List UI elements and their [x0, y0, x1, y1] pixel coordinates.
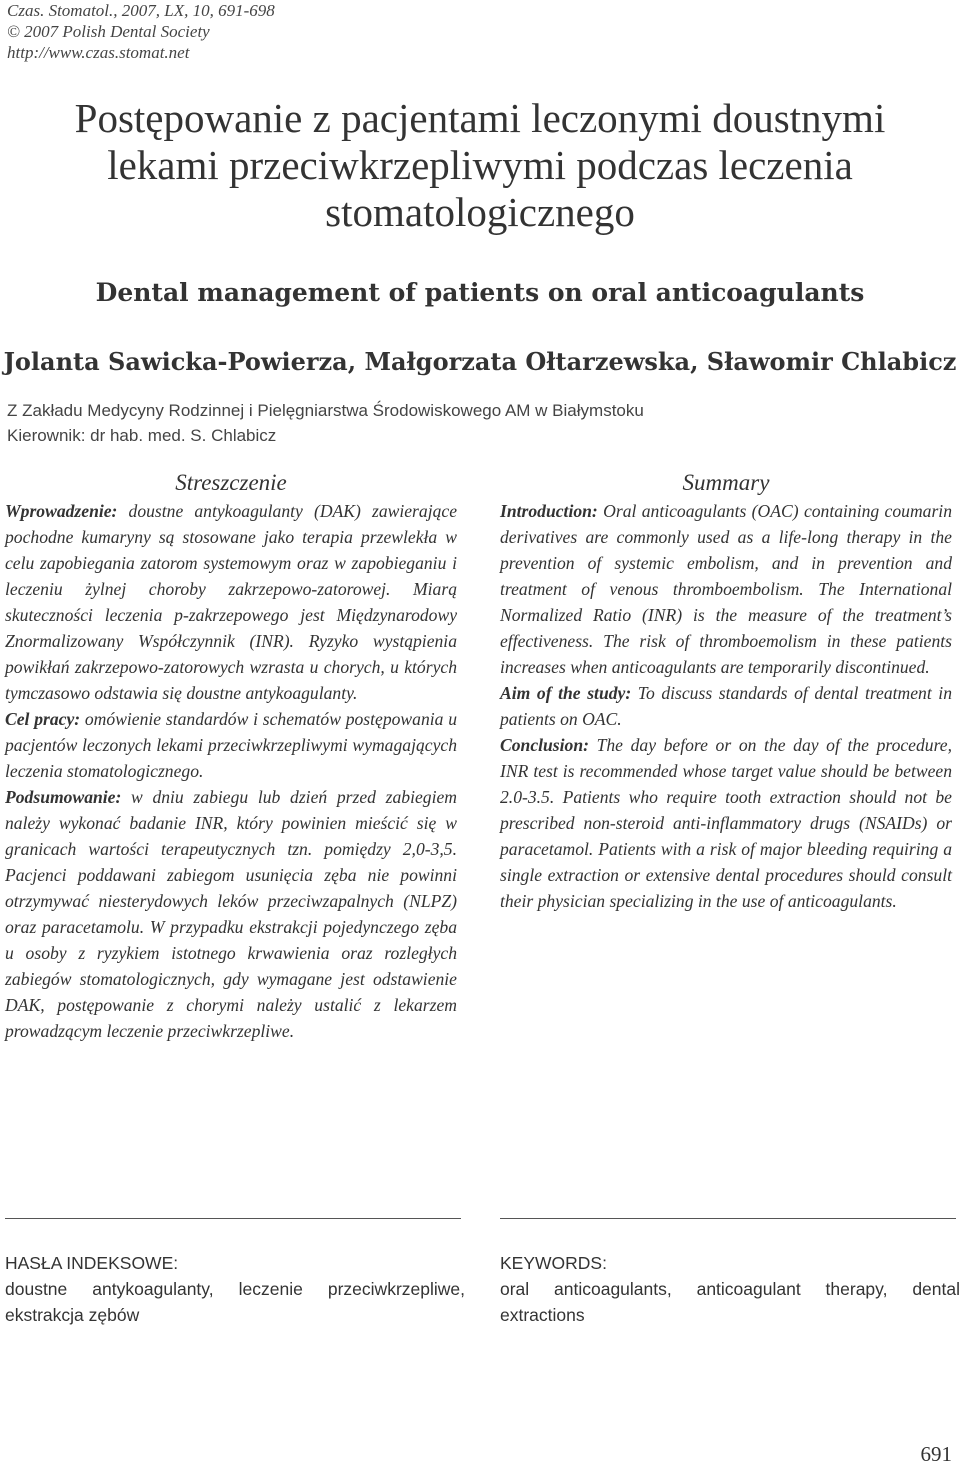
section-text: omówienie standardów i schematów postępowania u pacjentów leczonych lekami przeciwkrzepliwymi wymagających leczenia stomatologicznego.	[5, 709, 457, 781]
abstract-paragraph	[5, 784, 457, 1044]
section-text: To discuss standards of dental treatment in patients on OAC.	[500, 683, 952, 729]
section-text: w dniu zabiegu lub dzień przed zabiegiem należy wykonać badanie INR, który powinien mieścić się w granicach wartości terapeutycznych tzn. pomiędzy 2,0-3,5. Pacjenci poddawani zabiegom usunięcia zęba nie powinni otrzymywać niesterydowych leków przeciwzapalnych (NLPZ) oraz paracetamolu. W przypadku ekstrakcji pojedynczego zęba u osoby z ryzykiem istotnego krwawienia oraz rozległych zabiegów stomatologicznych, gdy wymagane jest odstawienie DAK, postępowanie z chorymi należy ustalić z lekarzem prowadzącym leczenie przeciwkrzepliwe.	[5, 787, 457, 1041]
abstract-heading: Summary	[682, 470, 770, 495]
keywords-polish	[5, 1250, 465, 1328]
section-label: Aim of the study:	[500, 683, 632, 703]
keywords-text: oral anticoagulants, anticoagulant therapy, dental extractions	[500, 1279, 960, 1325]
copyright-line: © 2007 Polish Dental Society	[7, 22, 210, 41]
abstract-polish	[5, 468, 457, 1044]
abstract-paragraph	[500, 732, 952, 914]
section-text: doustne antykoagulanty (DAK) zawierające pochodne kumaryny są stosowane jako terapia przewlekła w celu zapobiegania zatorom systemowym oraz w zapobieganiu i leczeniu żylnej choroby zakrzepowo-zatorowej. Miarą skuteczności leczenia p-zakrzepowego jest Międzynarodowy Znormalizowany Współczynnik (INR). Ryzyko wystąpienia powikłań zakrzepowo-zatorowych wzrasta u chorych, u których tymczasowo odstawia się doustne antykoagulanty.	[5, 501, 457, 703]
abstract-paragraph	[500, 498, 952, 680]
abstract-english	[500, 468, 952, 914]
abstract-paragraph	[500, 680, 952, 732]
abstract-paragraph	[5, 706, 457, 784]
citation-line: Czas. Stomatol., 2007, LX, 10, 691-698	[7, 1, 275, 20]
affiliation	[7, 398, 907, 448]
section-label: Podsumowanie:	[5, 787, 122, 807]
authors: Jolanta Sawicka-Powierza, Małgorzata Ołtarzewska, Sławomir Chlabicz	[3, 347, 957, 376]
divider	[5, 1218, 461, 1219]
title-english: Dental management of patients on oral anticoagulants	[95, 278, 865, 307]
section-label: Conclusion:	[500, 735, 589, 755]
title-polish	[0, 95, 960, 236]
section-text: The day before or on the day of the procedure, INR test is recommended whose target value should be between 2.0-3.5. Patients who require tooth extraction should not be prescribed non-steroid anti-inflammatory drugs (NSAIDs) or paracetamol. Patients with a risk of major bleeding requiring a single extraction or extensive dental procedures should consult their physician specializing in the use of anticoagulants.	[500, 735, 952, 911]
title-line: Postępowanie z pacjentami leczonymi doustnymi	[74, 95, 886, 141]
journal-url: http://www.czas.stomat.net	[7, 43, 190, 62]
keywords-text: doustne antykoagulanty, leczenie przeciwkrzepliwe, ekstrakcja zębów	[5, 1279, 465, 1325]
page-number: 691	[920, 1442, 952, 1466]
keywords-title: KEYWORDS:	[500, 1253, 607, 1273]
section-label: Wprowadzenie:	[5, 501, 118, 521]
section-label: Cel pracy:	[5, 709, 81, 729]
abstract-paragraph	[5, 498, 457, 706]
section-label: Introduction:	[500, 501, 598, 521]
divider	[500, 1218, 956, 1219]
title-line: lekami przeciwkrzepliwymi podczas leczenia	[107, 142, 853, 188]
affiliation-institution: Z Zakładu Medycyny Rodzinnej i Pielęgniarstwa Środowiskowego AM w Białymstoku	[7, 401, 644, 420]
abstract-heading: Streszczenie	[175, 470, 287, 495]
section-text: Oral anticoagulants (OAC) containing coumarin derivatives are commonly used as a life-long therapy in the prevention of systemic embolism, and in prevention and treatment of venous thromboembolism. The International Normalized Ratio (INR) is the measure of the treatment’s effectiveness. The risk of thromboemolism in these patients increases when anticoagulants are temporarily discontinued.	[500, 501, 952, 677]
title-line: stomatologicznego	[325, 189, 635, 235]
keywords-english	[500, 1250, 960, 1328]
affiliation-head: Kierownik: dr hab. med. S. Chlabicz	[7, 426, 277, 445]
journal-citation-header	[7, 0, 407, 63]
keywords-title: HASŁA INDEKSOWE:	[5, 1253, 179, 1273]
